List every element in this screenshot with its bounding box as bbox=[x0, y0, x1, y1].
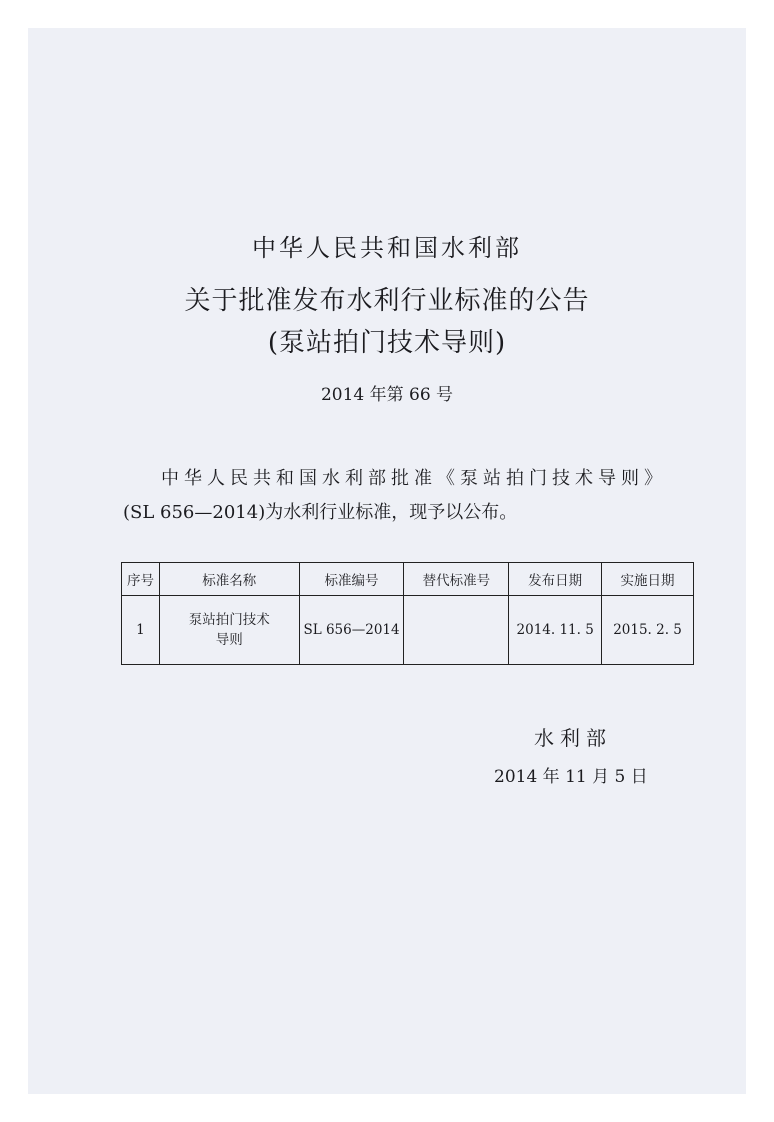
cell-standard-name bbox=[159, 596, 299, 665]
header-publish-date: 发布日期 bbox=[509, 563, 602, 596]
announcement-subtitle: (泵站拍门技术导则) bbox=[267, 328, 507, 358]
issuer-heading: 中华人民共和国水利部 bbox=[252, 234, 522, 262]
body-text-line-1: 中华人民共和国水利部批准《泵站拍门技术导则》 bbox=[161, 468, 667, 489]
header-index: 序号 bbox=[122, 563, 160, 596]
body-text-line-2: (SL 656—2014)为水利行业标准，现予以公布。 bbox=[123, 502, 518, 523]
cell-effective-date: 2015. 2. 5 bbox=[602, 596, 694, 665]
cell-publish-date: 2014. 11. 5 bbox=[509, 596, 602, 665]
signature-date: 2014 年 11 月 5 日 bbox=[494, 767, 648, 787]
signature-org: 水利部 bbox=[534, 726, 612, 750]
cell-standard-name-line-2: 导则 bbox=[215, 632, 243, 648]
document-number: 2014 年第 66 号 bbox=[320, 385, 454, 405]
cell-index: 1 bbox=[122, 596, 160, 665]
header-standard-name: 标准名称 bbox=[159, 563, 299, 596]
announcement-title: 关于批准发布水利行业标准的公告 bbox=[184, 286, 590, 316]
document-page bbox=[28, 28, 746, 1094]
standards-table bbox=[121, 562, 694, 665]
cell-standard-code: SL 656—2014 bbox=[299, 596, 404, 665]
header-standard-code: 标准编号 bbox=[299, 563, 404, 596]
header-effective-date: 实施日期 bbox=[602, 563, 694, 596]
table-header-row bbox=[122, 563, 694, 596]
cell-replaced-standard bbox=[404, 596, 509, 665]
cell-standard-name-line-1: 泵站拍门技术 bbox=[188, 612, 270, 628]
header-replaced-standard: 替代标准号 bbox=[404, 563, 509, 596]
table-row bbox=[122, 596, 694, 665]
